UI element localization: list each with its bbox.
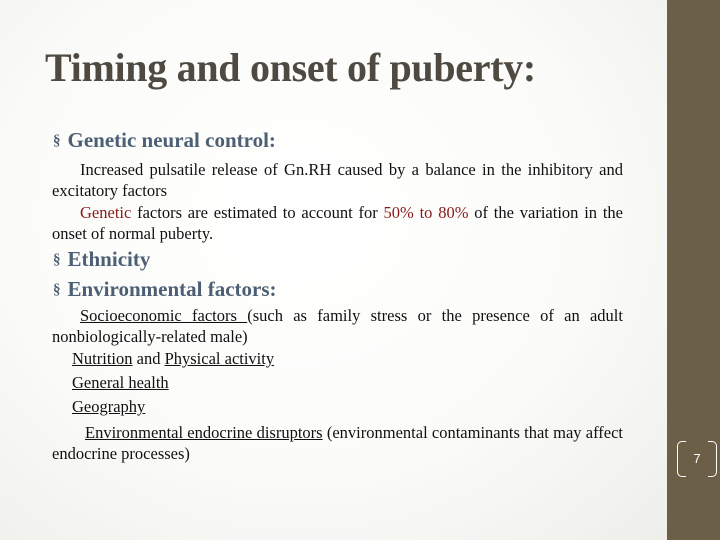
general-health-label: General health — [72, 373, 169, 392]
nutrition-line — [72, 349, 274, 369]
bullet-label: Genetic neural control: — [67, 128, 276, 152]
genetic-paragraph-1: Increased pulsatile release of Gn.RH caused by a balance in the inhibitory and excitatory factors — [52, 160, 623, 200]
slide-title: Timing and onset of puberty: — [45, 45, 536, 90]
bullet-mark: § — [53, 282, 61, 298]
page-number-badge — [677, 441, 717, 477]
genetic-word: Genetic — [80, 203, 132, 222]
bullet-mark: § — [53, 133, 61, 149]
page-number: 7 — [693, 451, 701, 466]
and-text: and — [132, 349, 165, 368]
bullet-label: Environmental factors: — [67, 277, 277, 301]
endocrine-paragraph — [52, 422, 623, 464]
physical-activity-label: Physical activity — [164, 349, 275, 368]
socioeconomic-paragraph — [52, 305, 623, 347]
endocrine-label: Environmental endocrine disruptors — [85, 423, 323, 442]
bullet-label: Ethnicity — [67, 247, 151, 271]
genetic-range: 50% to 80% — [383, 203, 469, 222]
right-bracket-icon — [708, 441, 717, 477]
endocrine-text: (environmental contaminants that may affect endocrine processes) — [52, 423, 624, 463]
genetic-paragraph-2 — [52, 202, 623, 244]
nutrition-label: Nutrition — [72, 349, 133, 368]
bullet-genetic-neural-control — [53, 128, 276, 153]
bullet-mark: § — [53, 252, 61, 268]
geography-label: Geography — [72, 397, 146, 416]
socioeconomic-label: Socioeconomic factors — [80, 306, 248, 325]
bullet-environmental-factors — [53, 277, 277, 302]
genetic-text-a: factors are estimated to account for — [131, 203, 384, 222]
bullet-ethnicity — [53, 247, 150, 272]
socioeconomic-text: (such as family stress or the presence of an adult nonbiologically-related male) — [52, 306, 623, 346]
genetic-text-b: of the variation in the onset of normal puberty. — [52, 203, 623, 243]
